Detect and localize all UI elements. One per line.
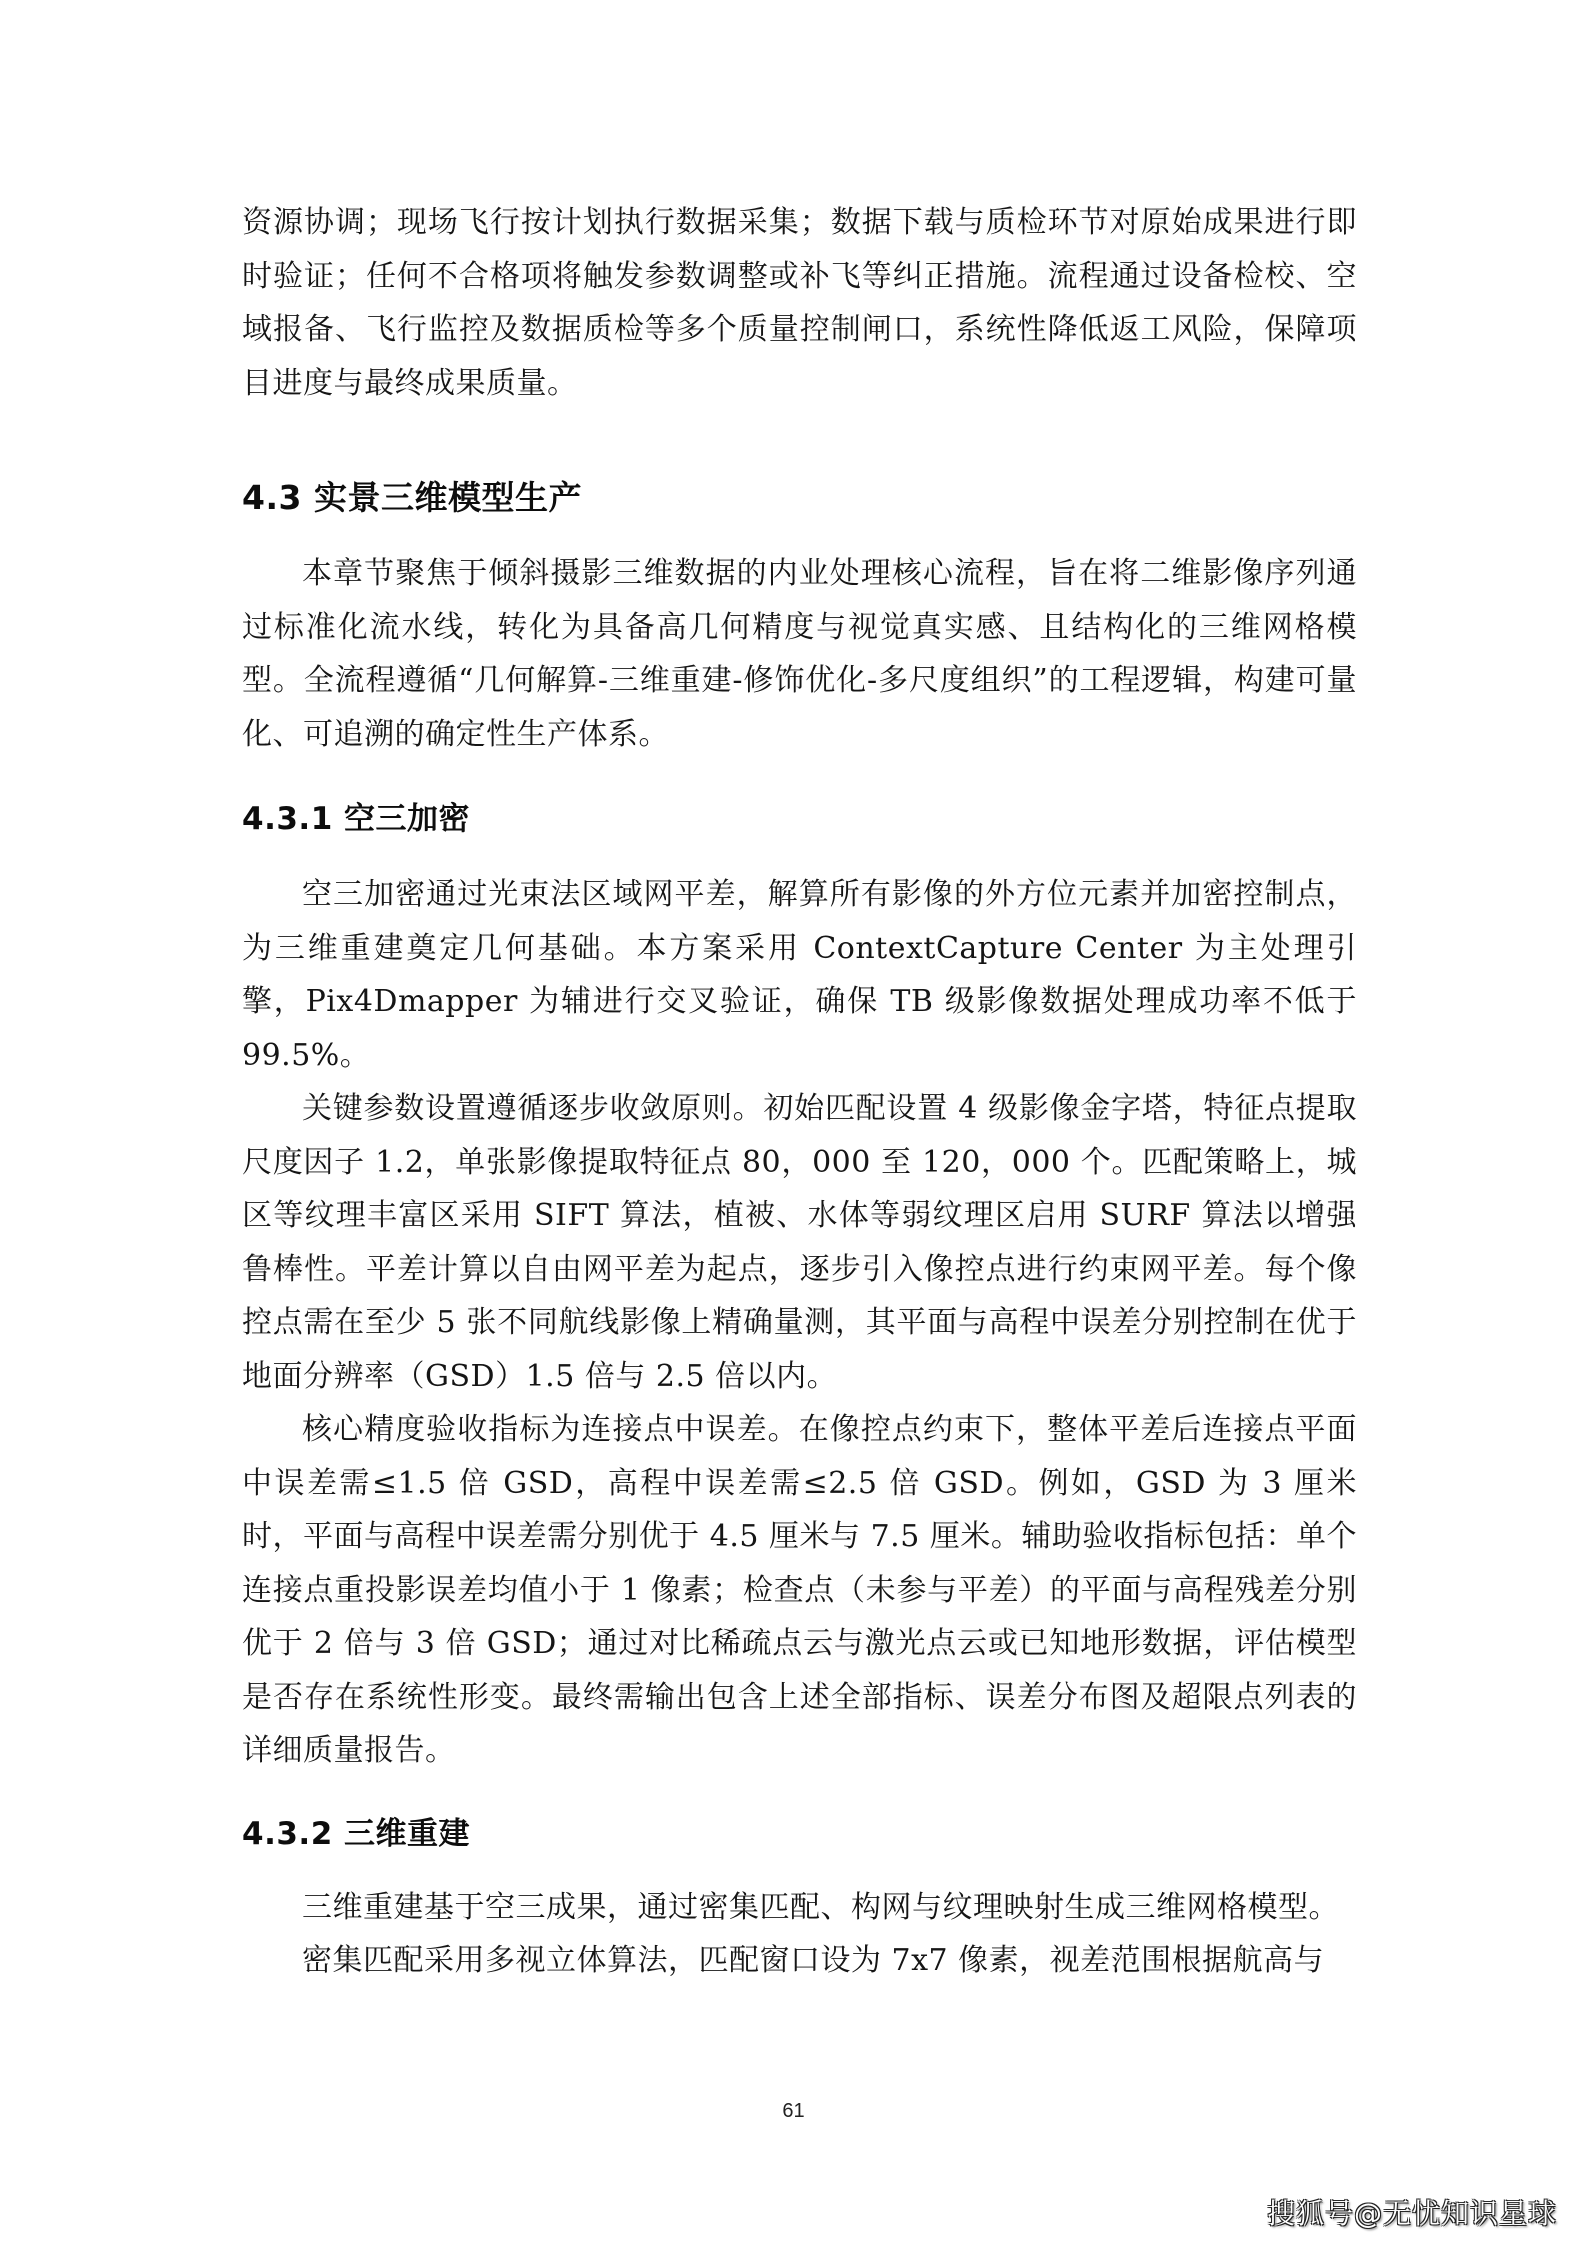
document-page — [242, 196, 1357, 1988]
intro-paragraph: 资源协调；现场飞行按计划执行数据采集；数据下载与质检环节对原始成果进行即时验证；任何不合格项将触发参数调整或补飞等纠正措施。流程通过设备检校、空域报备、飞行监控及数据质检等多个质量控制闸口，系统性降低返工风险，保障项目进度与最终成果质量。 — [242, 205, 1357, 401]
section-4-3-2-paragraph-1: 三维重建基于空三成果，通过密集匹配、构网与纹理映射生成三维网格模型。 — [302, 1889, 1339, 1925]
section-4-3-1-paragraph-1: 空三加密通过光束法区域网平差，解算所有影像的外方位元素并加密控制点，为三维重建奠定几何基础。本方案采用 ContextCapture Center 为主处理引擎，Pix4Dmapper 为辅进行交叉验证，确保 TB 级影像数据处理成功率不低于 99.5%。 — [242, 877, 1357, 1073]
page-number: 61 — [782, 2100, 805, 2122]
section-heading-4-3-2: 4.3.2 三维重建 — [242, 1815, 471, 1852]
section-4-3-1-paragraph-3: 核心精度验收指标为连接点中误差。在像控点约束下，整体平差后连接点平面中误差需≤1.5 倍 GSD，高程中误差需≤2.5 倍 GSD。例如，GSD 为 3 厘米时，平面与高程中误差需分别优于 4.5 厘米与 7.5 厘米。辅助验收指标包括：单个连接点重投影误差均值小于 1 像素；检查点（未参与平差）的平面与高程残差分别优于 2 倍与 3 倍 GSD；通过对比稀疏点云与激光点云或已知地形数据，评估模型是否存在系统性形变。最终需输出包含上述全部指标、误差分布图及超限点列表的详细质量报告。 — [242, 1412, 1357, 1768]
watermark-text: 搜狐号@无忧知识星球 — [1266, 2197, 1557, 2230]
section-4-3-1-paragraph-2: 关键参数设置遵循逐步收敛原则。初始匹配设置 4 级影像金字塔，特征点提取尺度因子 1.2，单张影像提取特征点 80，000 至 120，000 个。匹配策略上，城区等纹理丰富区采用 SIFT 算法，植被、水体等弱纹理区启用 SURF 算法以增强鲁棒性。平差计算以自由网平差为起点，逐步引入像控点进行约束网平差。每个像控点需在至少 5 张不同航线影像上精确量测，其平面与高程中误差分别控制在优于地面分辨率（GSD）1.5 倍与 2.5 倍以内。 — [242, 1091, 1357, 1394]
section-heading-4-3: 4.3 实景三维模型生产 — [242, 478, 582, 517]
section-4-3-paragraph: 本章节聚焦于倾斜摄影三维数据的内业处理核心流程，旨在将二维影像序列通过标准化流水线，转化为具备高几何精度与视觉真实感、且结构化的三维网格模型。全流程遵循“几何解算-三维重建-修饰优化-多尺度组织”的工程逻辑，构建可量化、可追溯的确定性生产体系。 — [242, 556, 1357, 752]
section-heading-4-3-1: 4.3.1 空三加密 — [242, 801, 471, 837]
section-4-3-2-paragraph-2: 密集匹配采用多视立体算法，匹配窗口设为 7x7 像素，视差范围根据航高与 — [302, 1943, 1325, 1978]
